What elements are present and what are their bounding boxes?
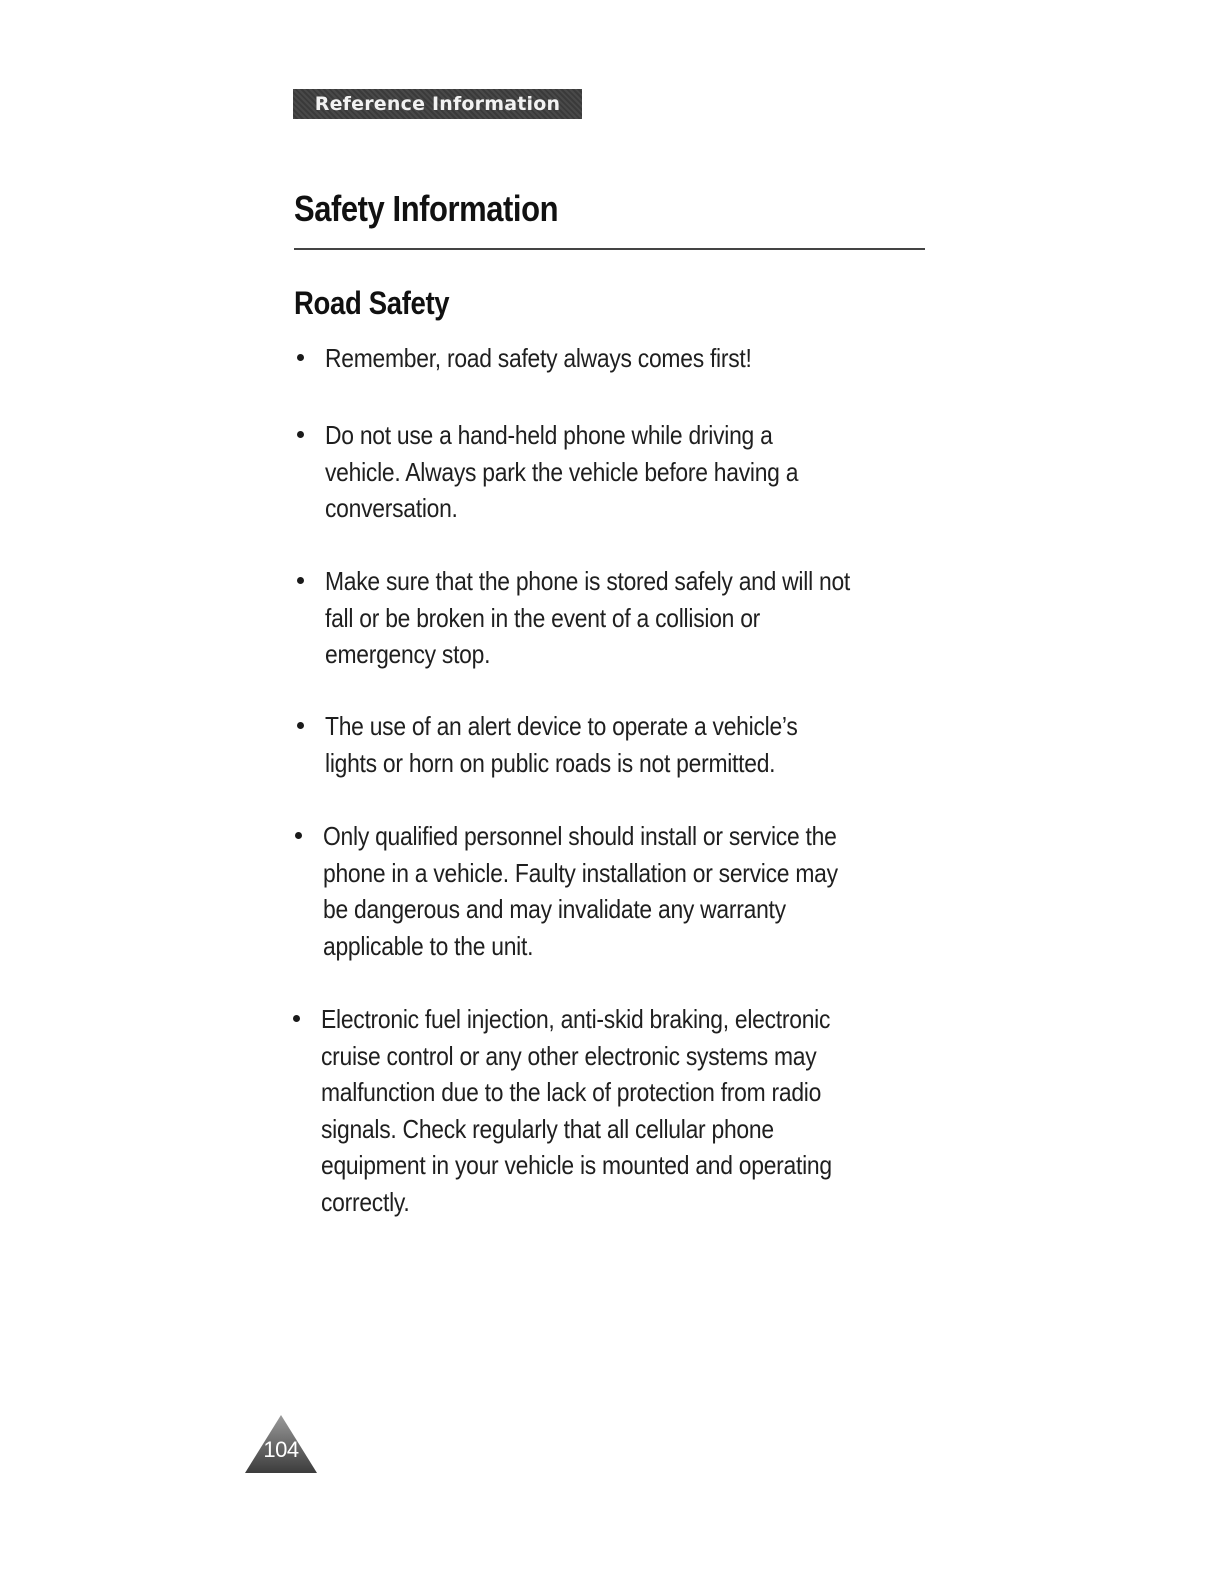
section-tab (293, 89, 582, 119)
title-divider (294, 248, 925, 250)
page-title: Safety Information (294, 188, 559, 229)
bullet-dot-icon (297, 431, 304, 438)
bullet-text: Make sure that the phone is stored safely and will not fall or be broken in the event of a collision or emergency stop. (325, 566, 851, 669)
bullet-text: Remember, road safety always comes first! (325, 343, 752, 373)
section-tab-label: Reference Information (314, 93, 561, 115)
bullet-text: Electronic fuel injection, anti-skid braking, electronic cruise control or any other electronic systems may malfunction due to the lack of protection from radio signals. Check regularly that all cellular phone equipment in your vehicle is mounted and operating correctly. (321, 1004, 832, 1217)
bullet-text: The use of an alert device to operate a vehicle’s lights or horn on public roads is not permitted. (325, 711, 798, 778)
bullet-dot-icon (297, 722, 304, 729)
page-number: 104 (263, 1437, 299, 1462)
bullet-dot-icon (295, 832, 302, 839)
bullet-text: Do not use a hand-held phone while driving a vehicle. Always park the vehicle before having a conversation. (325, 420, 799, 523)
page-number-badge (243, 1413, 319, 1475)
bullet-dot-icon (297, 577, 304, 584)
bullet-dot-icon (297, 354, 304, 361)
bullet-text: Only qualified personnel should install or service the phone in a vehicle. Faulty installation or service may be dangerous and may invalidate any warranty applicable to the unit. (323, 821, 838, 961)
section-heading: Road Safety (294, 285, 450, 321)
bullet-dot-icon (293, 1015, 300, 1022)
